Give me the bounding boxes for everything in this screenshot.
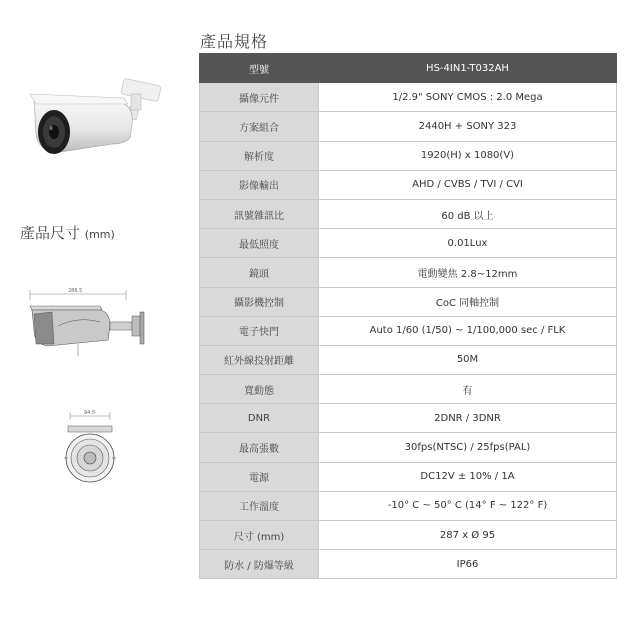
spec-value: 0.01Lux <box>319 229 617 258</box>
spec-value: 60 dB 以上 <box>319 199 617 228</box>
spec-value: 50M <box>319 345 617 374</box>
spec-label: 尺寸 (mm) <box>200 521 319 550</box>
spec-label: 工作溫度 <box>200 491 319 520</box>
spec-row <box>200 521 617 550</box>
size-title-text: 產品尺寸 <box>20 224 81 242</box>
spec-row <box>200 229 617 258</box>
spec-value: 有 <box>319 375 617 404</box>
spec-row <box>200 550 617 579</box>
spec-row <box>200 491 617 520</box>
spec-row <box>200 199 617 228</box>
spec-row <box>200 258 617 287</box>
spec-value: AHD / CVBS / TVI / CVI <box>319 170 617 199</box>
spec-label: 解析度 <box>200 141 319 170</box>
spec-label: 訊號雜訊比 <box>200 199 319 228</box>
spec-value: 30fps(NTSC) / 25fps(PAL) <box>319 433 617 462</box>
size-unit: (mm) <box>84 228 115 241</box>
size-section-title <box>20 222 115 243</box>
width-dimension-label: 94.5 <box>84 410 96 416</box>
spec-label: 防水 / 防爆等級 <box>200 550 319 579</box>
spec-value: CoC 同軸控制 <box>319 287 617 316</box>
camera-product-image <box>20 74 170 184</box>
spec-label: 紅外線投射距離 <box>200 345 319 374</box>
spec-value: 287 x Ø 95 <box>319 521 617 550</box>
spec-row <box>200 404 617 433</box>
spec-label: 寬動態 <box>200 375 319 404</box>
spec-value: 1920(H) x 1080(V) <box>319 141 617 170</box>
side-dimension-drawing <box>18 286 168 366</box>
spec-value: HS-4IN1-T032AH <box>319 54 617 83</box>
spec-row <box>200 316 617 345</box>
spec-value: DC12V ± 10% / 1A <box>319 462 617 491</box>
spec-row <box>200 83 617 112</box>
spec-row <box>200 141 617 170</box>
spec-value: IP66 <box>319 550 617 579</box>
spec-label: 攝影機控制 <box>200 287 319 316</box>
spec-value: 2440H + SONY 323 <box>319 112 617 141</box>
spec-row <box>200 375 617 404</box>
spec-header-row <box>200 54 617 83</box>
spec-label: 電子快門 <box>200 316 319 345</box>
spec-value: 電動變焦 2.8~12mm <box>319 258 617 287</box>
spec-label: 攝像元件 <box>200 83 319 112</box>
spec-section-title: 產品規格 <box>200 32 269 51</box>
spec-table <box>199 53 617 579</box>
length-dimension-label: 286.5 <box>68 288 83 294</box>
spec-row <box>200 462 617 491</box>
spec-value: -10° C ~ 50° C (14° F ~ 122° F) <box>319 491 617 520</box>
spec-label: 影像輸出 <box>200 170 319 199</box>
spec-row <box>200 433 617 462</box>
spec-row <box>200 112 617 141</box>
front-dimension-drawing <box>60 408 120 500</box>
spec-label: 方案組合 <box>200 112 319 141</box>
spec-row <box>200 345 617 374</box>
spec-value: Auto 1/60 (1/50) ~ 1/100,000 sec / FLK <box>319 316 617 345</box>
spec-label: 型號 <box>200 54 319 83</box>
spec-value: 1/2.9" SONY CMOS : 2.0 Mega <box>319 83 617 112</box>
spec-label: 電源 <box>200 462 319 491</box>
spec-label: 最低照度 <box>200 229 319 258</box>
spec-label: DNR <box>200 404 319 433</box>
spec-label: 鏡頭 <box>200 258 319 287</box>
spec-value: 2DNR / 3DNR <box>319 404 617 433</box>
spec-row <box>200 170 617 199</box>
spec-row <box>200 287 617 316</box>
spec-label: 最高張數 <box>200 433 319 462</box>
